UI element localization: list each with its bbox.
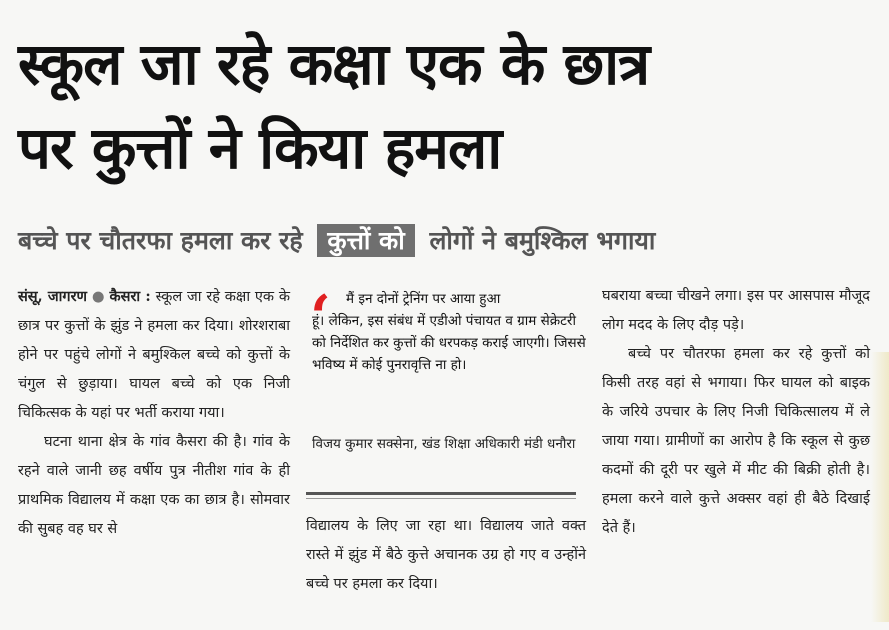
- article-column-3: [602, 282, 870, 543]
- quote-divider-thin: [306, 498, 576, 499]
- quote-first-line: मैं इन दोनों ट्रेनिंग पर आया हुआ: [346, 291, 501, 307]
- paragraph-4: घबराया बच्चा चीखने लगा। इस पर आसपास मौजूद लोग मदद के लिए दौड़ पड़े।: [602, 288, 870, 333]
- page-edge: [871, 352, 889, 622]
- byline: संसू, जागरण: [18, 288, 88, 305]
- headline-line-1: स्कूल जा रहे कक्षा एक के छात्र: [18, 30, 650, 98]
- quote-divider: [306, 492, 576, 495]
- paragraph-1-text: स्कूल जा रहे कक्षा एक के छात्र पर कुत्तों के झुंड ने हमला कर दिया। शोरशराबा होने पर पहुंचे लोगों ने बमुश्किल बच्चे को कुत्तों के चंगुल से छुड़ाया। घायल बच्चे को एक निजी चिकित्सक के यहां पर भर्ती कराया गया।: [18, 289, 291, 421]
- subhead-after: लोगों ने बमुश्किल भगाया: [429, 226, 656, 255]
- paragraph-1: [18, 282, 290, 428]
- quote-text: [312, 288, 586, 376]
- article-column-2: [306, 512, 586, 599]
- quote-box: [306, 282, 586, 480]
- paragraph-3: विद्यालय के लिए जा रहा था। विद्यालय जाते वक्त रास्ते में झुंड में बैठे कुत्ते अचानक उग्र हो गए व उन्होंने बच्चे पर हमला कर दिया।: [306, 518, 586, 592]
- quote-mark-icon: ‘: [310, 283, 331, 353]
- subheadline: [18, 218, 878, 264]
- quote-rest: हूं। लेकिन, इस संबंध में एडीओ पंचायत व ग्राम सेक्रेटरी को निर्देशित कर कुत्तों की धरपकड़ कराई जाएगी। जिससे भविष्य में कोई पुनरावृत्ति ना हो।: [312, 313, 586, 373]
- paragraph-2: घटना थाना क्षेत्र के गांव कैसरा की है। गांव के रहने वाले जानी छह वर्षीय पुत्र नीतीश गांव के ही प्राथमिक विद्यालय में कक्षा एक का छात्र है। सोमवार की सुबह वह घर से: [18, 434, 290, 537]
- subhead-before: बच्चे पर चौतरफा हमला कर रहे: [18, 226, 303, 255]
- headline-line-2: पर कुत्तों ने किया हमला: [18, 114, 502, 182]
- subhead-highlight: कुत्तों को: [317, 224, 414, 257]
- quote-author: विजय कुमार सक्सेना, खंड शिक्षा अधिकारी मंडी धनौरा: [312, 436, 576, 452]
- bullet-dot-icon: ●: [91, 289, 110, 305]
- article-column-1: [18, 282, 290, 544]
- headline: [18, 22, 878, 190]
- paragraph-5: बच्चे पर चौतरफा हमला कर रहे कुत्तों को किसी तरह वहां से भगाया। फिर घायल को बाइक के जरिये उपचार के लिए निजी चिकित्सालय में ले जाया गया। ग्रामीणों का आरोप है कि स्कूल से कुछ कदमों की दूरी पर खुले में मीट की बिक्री होती है। हमला करने वाले कुत्ते अक्सर वहां ही बैठे दिखाई देते हैं।: [602, 346, 870, 536]
- dateline-place: कैसरा :: [109, 288, 151, 305]
